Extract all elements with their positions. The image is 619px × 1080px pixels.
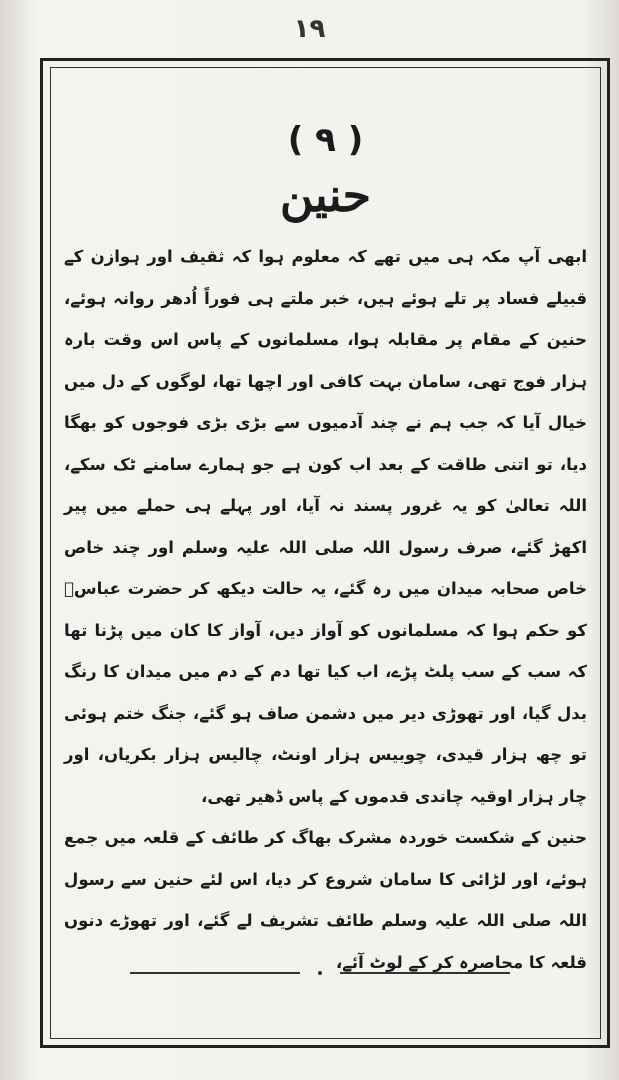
chapter-number: ( ٩ ) xyxy=(287,120,364,160)
closing-rule-dot xyxy=(318,971,322,975)
paragraph-1: ابھی آپ مکہ ہی میں تھے کہ معلوم ہوا کہ ثقیف اور ہوازن کے قبیلے فساد پر تلے ہوئے ہیں، خبر ملتے ہی فوراً اُدھر روانہ ہوئے، حنین کے مقام پر مقابلہ ہوا، مسلمانوں کے پاس اس وقت بارہ ہزار فوج تھی، سامان بہت کافی اور اچھا تھا، لوگوں کے دل میں خیال آیا کہ جب ہم نے چند آدمیوں سے بڑی بڑی فوجوں کو بھگا دیا، تو اتنی طاقت کے بعد اب کون ہے جو ہمارے سامنے ٹک سکے، اللہ تعالیٰ کو یہ غرور پسند نہ آیا، اور پہلے ہی حملے میں پیر اکھڑ گئے، صرف رسول اللہ صلی اللہ علیہ وسلم اور چند خاص خاص صحابہ میدان میں رہ گئے، یہ حالت دیکھ کر حضرت عباسؓ کو حکم ہوا کہ مسلمانوں کو آواز دیں، آواز کا کان میں پڑنا تھا کہ سب کے سب پلٹ پڑے، اب کیا تھا دم کے دم میں میدان کا رنگ بدل گیا، اور تھوڑی دیر میں دشمن صاف ہو گئے، جنگ ختم ہوئی تو چھ ہزار قیدی، چوبیس ہزار اونٹ، چالیس ہزار بکریاں، اور چار ہزار اوقیہ چاندی قدموں کے پاس ڈھیر تھی، xyxy=(64,247,587,806)
closing-rule xyxy=(130,972,510,974)
closing-rule-right xyxy=(130,972,300,974)
chapter-title: حنین xyxy=(279,168,372,222)
paragraph-2: حنین کے شکست خوردہ مشرک بھاگ کر طائف کے قلعہ میں جمع ہوئے، اور لڑائی کا سامان شروع کر دیا، اس لئے حنین سے رسول اللہ صلی اللہ علیہ وسلم طائف تشریف لے گئے، اور تھوڑے دنوں قلعہ کا محاصرہ کر کے لوٹ آئے، xyxy=(64,828,587,972)
page-number: ١٩ xyxy=(293,14,326,44)
page-content xyxy=(58,120,593,983)
closing-rule-left xyxy=(340,972,510,974)
